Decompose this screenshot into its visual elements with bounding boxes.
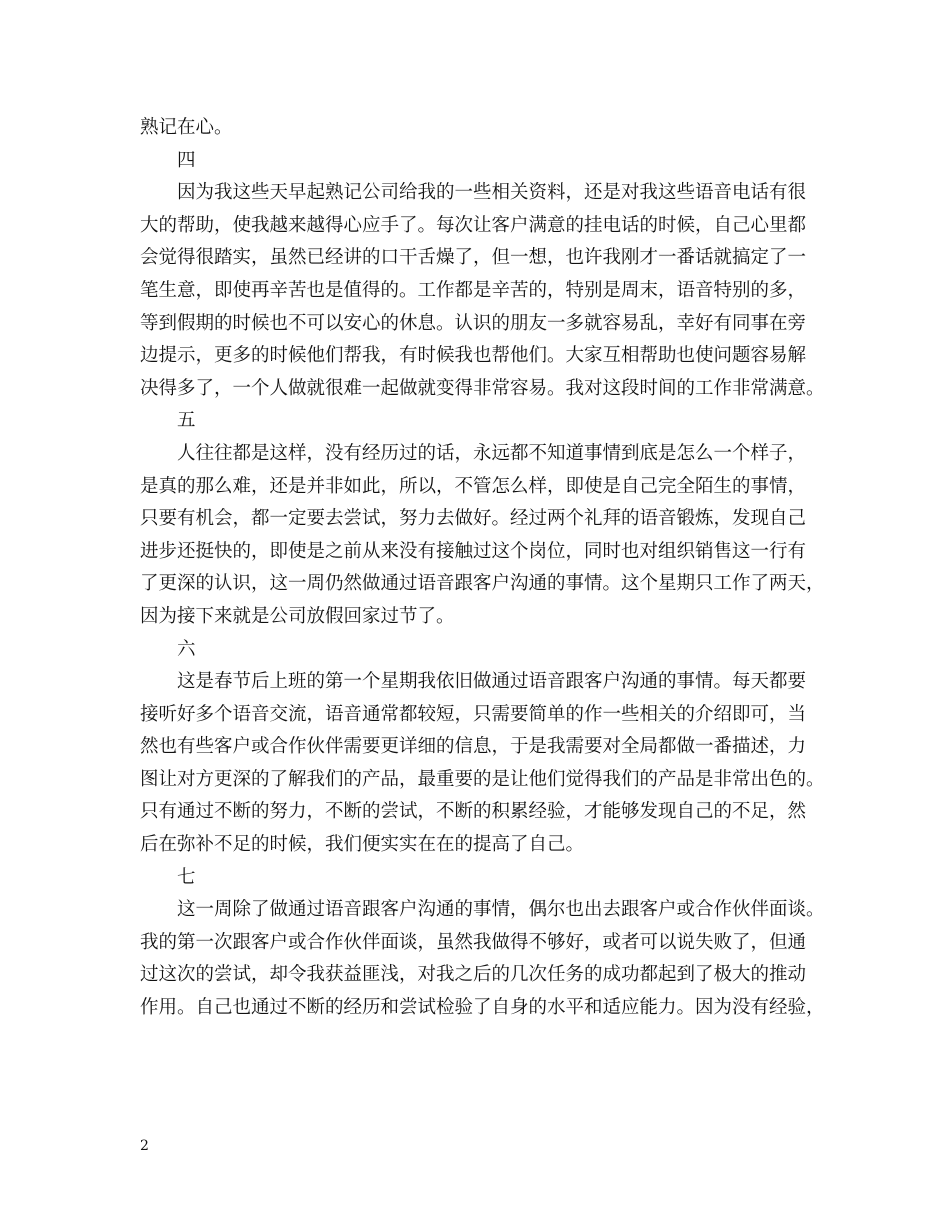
text-line: 这是春节后上班的第一个星期我依旧做通过语音跟客户沟通的事情。每天都要 [177, 671, 807, 693]
text-line: 会觉得很踏实，虽然已经讲的口干舌燥了，但一想，也许我刚才一番话就搞定了一 [140, 247, 807, 269]
text-line: 图让对方更深的了解我们的产品，最重要的是让他们觉得我们的产品是非常出色的。 [140, 768, 825, 790]
text-line: 只有通过不断的努力，不断的尝试，不断的积累经验，才能够发现自己的不足，然 [140, 801, 807, 823]
text-line: 了更深的认识，这一周仍然做通过语音跟客户沟通的事情。这个星期只工作了两天， [140, 573, 825, 595]
text-line: 因为我这些天早起熟记公司给我的一些相关资料，还是对我这些语音电话有很 [177, 182, 807, 204]
body-text [140, 112, 830, 1025]
text-line: 人往往都是这样，没有经历过的话，永远都不知道事情到底是怎么一个样子， [177, 442, 807, 464]
text-line: 等到假期的时候也不可以安心的休息。认识的朋友一多就容易乱，幸好有同事在旁 [140, 312, 807, 334]
text-line: 过这次的尝试，却令我获益匪浅，对我之后的几次任务的成功都起到了极大的推动 [140, 964, 807, 986]
text-line: 熟记在心。 [140, 117, 233, 138]
text-line: 因为接下来就是公司放假回家过节了。 [140, 605, 455, 627]
text-line: 是真的那么难，还是并非如此，所以，不管怎么样，即使是自己完全陌生的事情， [140, 475, 807, 497]
text-line: 进步还挺快的，即使是之前从来没有接触过这个岗位，同时也对组织销售这一行有 [140, 540, 807, 562]
text-line: 然也有些客户或合作伙伴需要更详细的信息，于是我需要对全局都做一番描述，力 [140, 736, 807, 758]
page-number: 2 [140, 1138, 149, 1154]
text-line: 边提示，更多的时候他们帮我，有时候我也帮他们。大家互相帮助也使问题容易解 [140, 345, 807, 367]
text-line: 笔生意，即使再辛苦也是值得的。工作都是辛苦的，特别是周末，语音特别的多， [140, 279, 807, 301]
text-line: 后在弥补不足的时候，我们便实实在在的提高了自己。 [140, 834, 585, 856]
text-line: 接听好多个语音交流，语音通常都较短，只需要简单的作一些相关的介绍即可，当 [140, 703, 807, 725]
text-line: 只要有机会，都一定要去尝试，努力去做好。经过两个礼拜的语音锻炼，发现自己 [140, 508, 807, 530]
text-line: 大的帮助，使我越来越得心应手了。每次让客户满意的挂电话的时候，自己心里都 [140, 214, 807, 236]
text-line: 五 [177, 410, 196, 432]
text-line: 四 [177, 149, 196, 171]
text-line: 这一周除了做通过语音跟客户沟通的事情，偶尔也出去跟客户或合作伙伴面谈。 [177, 899, 825, 921]
text-line: 决得多了，一个人做就很难一起做就变得非常容易。我对这段时间的工作非常满意。 [140, 377, 825, 399]
text-line: 我的第一次跟客户或合作伙伴面谈，虽然我做得不够好，或者可以说失败了，但通 [140, 931, 807, 953]
text-line: 六 [177, 638, 196, 660]
text-line: 七 [177, 866, 196, 888]
text-line: 作用。自己也通过不断的经历和尝试检验了自身的水平和适应能力。因为没有经验， [140, 997, 825, 1019]
